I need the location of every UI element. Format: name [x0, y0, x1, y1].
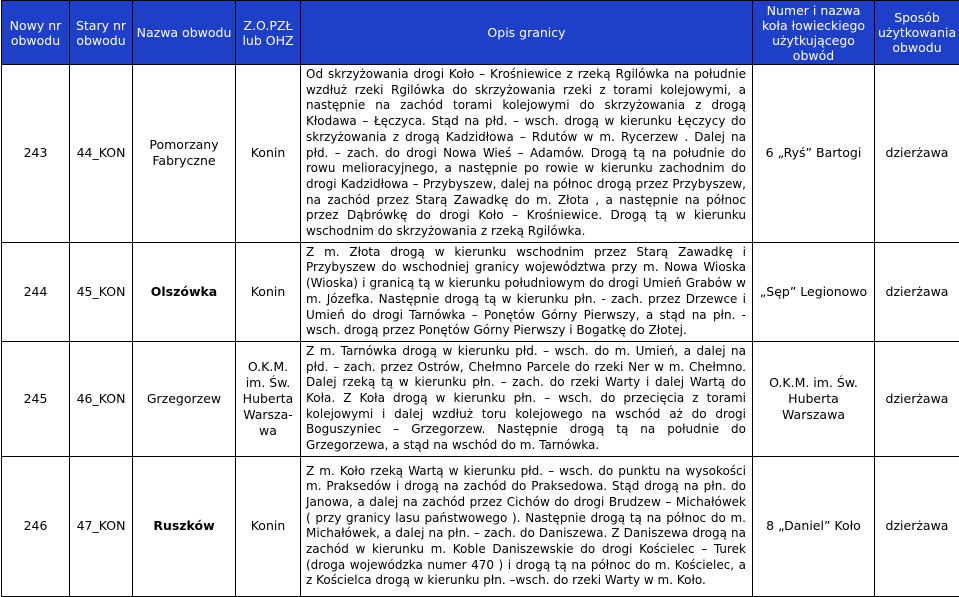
cell-new-nr: 243	[2, 65, 70, 243]
header-new-nr: Nowy nr obwodu	[2, 1, 70, 65]
desc-text: Z m. Koło rzeką Wartą w kierunku płd. – wsch. do punktu na wysokości m. Praksedów i drogą na zachód do Praksedowa. Stąd drogą na płn. do Janowa, a dalej na zachód przez Cichów do drogi Brudzew – Michałówek ( przy granicy lasu państwowego ). Następnie drogą tą na północ do m. Michałówek, a dalej na płn. – zach. do Daniszewa. Z Daniszewa drogą na zachód w kierunku m. Koble Daniszewskie do drogi Kościelec – Turek (droga wojewódzka numer 470 ) i drogą tą na północ do m. Kościelec, a z Kościelca drogą w kierunku płn. –wsch. do rzeki Warty w m. Koło.	[306, 464, 746, 590]
cell-desc	[301, 242, 753, 341]
cell-desc	[301, 65, 753, 243]
cell-desc	[301, 341, 753, 456]
header-desc: Opis granicy	[301, 1, 753, 65]
cell-zo: Konin	[236, 65, 301, 243]
cell-usage: dzierżawa	[875, 65, 959, 243]
cell-new-nr: 244	[2, 242, 70, 341]
desc-text: Z m. Tarnówka drogą w kierunku płd. – wsch. do m. Umień, a dalej na płd. – zach. przez Ostrów, Chełmno Parcele do rzeki Ner w m. Chełmno. Dalej rzeką tą w kierunku płn. – zach. do rzeki Warty i dalej Wartą do Koła. Z Koła drogą w kierunku płn. – wsch. do przecięcia z torami kolejowymi i dalej wzdłuż toru kolejowego na wschód aż do drogi Boguszyniec – Grzegorzew. Następnie drogą tą na południe do Grzegorzewa, a stąd na wschód do m. Tarnówka.	[306, 344, 746, 454]
table-row	[2, 65, 959, 243]
cell-club: O.K.M. im. Św. Huberta Warszawa	[753, 341, 875, 456]
table-row	[2, 242, 959, 341]
table-row	[2, 341, 959, 456]
header-row	[2, 1, 959, 65]
cell-old-nr: 47_KON	[70, 456, 133, 596]
cell-club: 8 „Daniel” Koło	[753, 456, 875, 596]
cell-old-nr: 46_KON	[70, 341, 133, 456]
cell-name: Ruszków	[133, 456, 236, 596]
cell-usage: dzierżawa	[875, 456, 959, 596]
cell-old-nr: 45_KON	[70, 242, 133, 341]
header-old-nr: Stary nr obwodu	[70, 1, 133, 65]
cell-zo: Konin	[236, 242, 301, 341]
cell-name: Grzegorzew	[133, 341, 236, 456]
cell-zo: Konin	[236, 456, 301, 596]
cell-zo: O.K.M. im. Św. Huberta Warsza-wa	[236, 341, 301, 456]
header-name: Nazwa obwodu	[133, 1, 236, 65]
cell-usage: dzierżawa	[875, 341, 959, 456]
cell-desc	[301, 456, 753, 596]
cell-club: „Sęp” Legionowo	[753, 242, 875, 341]
desc-text: Od skrzyżowania drogi Koło – Krośniewice z rzeką Rgilówka na południe wzdłuż rzeki Rgilówka do skrzyżowania rzeki z torami kolejowymi, a następnie na zachód torami kolejowymi do skrzyżowania z drogą Kłodawa – Łęczyca. Stąd na płd. – wsch. drogą w kierunku Łęczycy do skrzyżowania z drogą Kadzidłowa – Rdutów w m. Rycerzew . Dalej na płd. – zach. do drogi Nowa Wieś – Adamów. Drogą tą na południe do rowu melioracyjnego, a następnie po rowie w kierunku zachodnim do drogi Kadzidłowa – Przybyszew, dalej na północ drogą przez Przybyszew, na zachód przez Starą Zawadkę do m. Złota , a następnie na północ przez Dąbrówkę do drogi Koło – Krośniewice. Drogą tą w kierunku wschodnim do skrzyżowania z rzeką Rgilówka.	[306, 67, 746, 240]
desc-text: Z m. Złota drogą w kierunku wschodnim przez Starą Zawadkę i Przybyszew do wschodniej granicy województwa przy m. Nowa Wioska (Wioska) i granicą tą w kierunku południowym do drogi Umień Grabów w m. Józefka. Następnie drogą tą w kierunku płn. - zach. przez Drzewce i Umień do drogi Tarnówka – Ponętów Górny Pierwszy, a stąd na płn. - wsch. drogą przez Ponętów Górny Pierwszy i Bogatkę do Złotej.	[306, 245, 746, 339]
cell-usage: dzierżawa	[875, 242, 959, 341]
cell-new-nr: 246	[2, 456, 70, 596]
cell-new-nr: 245	[2, 341, 70, 456]
cell-name: Olszówka	[133, 242, 236, 341]
cell-club: 6 „Ryś” Bartogi	[753, 65, 875, 243]
header-club: Numer i nazwa koła łowieckiego użytkującego obwód	[753, 1, 875, 65]
header-zo: Z.O.PZŁ lub OHZ	[236, 1, 301, 65]
cell-name: Pomorzany Fabryczne	[133, 65, 236, 243]
hunting-districts-table	[1, 0, 959, 597]
header-usage: Sposób użytkowania obwodu	[875, 1, 959, 65]
cell-old-nr: 44_KON	[70, 65, 133, 243]
table-row	[2, 456, 959, 596]
